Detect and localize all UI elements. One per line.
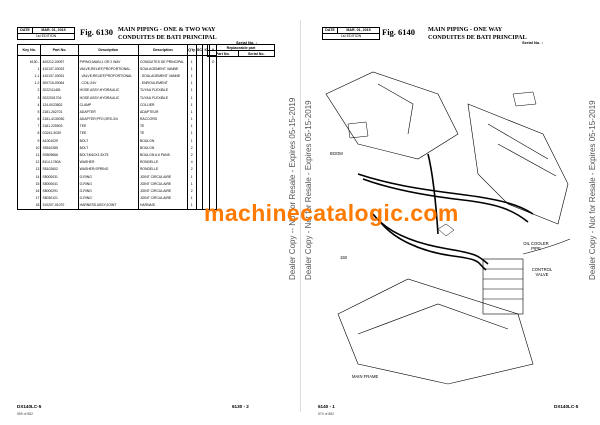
cell-part: 410137-00031 [41,72,78,79]
cell-qty: 4 [187,159,196,166]
cell-empty [196,87,203,94]
cell-part: S8030121 [41,195,78,202]
cell-qty: 1 [187,195,196,202]
cell-desc: WASHER [78,159,138,166]
cell-desc-fr: RACCORD [138,116,187,123]
cell-key: 1-2 [18,80,41,87]
col-sc: SC [196,45,203,56]
cell-desc: VALVE;RELIEF,PROPORTIONAL [78,65,138,72]
date-box [17,27,75,40]
col-key: Key No. [18,45,41,56]
cell-part: 410137-00023 [41,65,78,72]
table-row [18,65,217,72]
date-label-right: DATE [323,28,338,33]
cell-empty [203,101,210,108]
cell-key: 12 [18,159,41,166]
cell-empty [203,166,210,173]
table-row [18,101,217,108]
table-row [18,159,217,166]
table-row [18,166,217,173]
cell-empty [196,173,203,180]
cell-empty [203,116,210,123]
cell-flag [210,173,217,180]
cell-key: 1-1 [18,72,41,79]
cell-empty [203,187,210,194]
cell-key: 15 [18,180,41,187]
parts-body [18,56,217,210]
cell-part: S5102602 [41,166,78,173]
cell-part: 2181-262701 [41,108,78,115]
serial-label: Serial No. : [236,40,257,45]
table-row [18,195,217,202]
cell-desc-fr: BOULON [138,144,187,151]
cell-empty [203,144,210,151]
cell-part: 2022111481 [41,87,78,94]
cell-desc: O-RING [78,195,138,202]
cell-qty: 1 [187,180,196,187]
cell-desc-fr: JOINT CIRCULAIRE [138,180,187,187]
title-block [118,26,217,41]
table-row [18,137,217,144]
cell-desc: BOLT [78,144,138,151]
table-row [18,144,217,151]
cell-part: S8000031 [41,173,78,180]
cell-desc: ADAPTER [78,108,138,115]
cell-desc-fr: JOINT CIRCULAIRE [138,187,187,194]
cell-empty [196,144,203,151]
cell-empty [196,137,203,144]
footer-page: 6130 - 2 [232,404,249,409]
cell-empty [196,202,203,210]
replaceable-box [207,44,275,57]
cell-desc: ADAPTER;PFO,ORS-3/4 [78,116,138,123]
parts-table [17,44,217,210]
cell-key: 18 [18,202,41,210]
callout-150: 150 [340,255,347,260]
cell-flag [210,137,217,144]
cell-key: 7 [18,123,41,130]
cell-empty [203,173,210,180]
cell-flag [210,94,217,101]
edition-label: 1st EDITION [35,34,57,38]
cell-part: S5510285 [41,144,78,151]
cell-key: 1 [18,65,41,72]
cell-key: 16 [18,187,41,194]
cell-desc-fr: TUYAU FLEXIBLE [138,94,187,101]
col-part: Part No. [41,45,78,56]
footer-model: DX140LC-5 [17,404,42,409]
cell-qty: 1 [187,65,196,72]
main-frame-label: MAIN FRAME [352,374,379,379]
table-row [18,72,217,79]
title-en: MAIN PIPING - ONE & TWO WAY [118,26,216,33]
control-valve-body [483,259,523,314]
piping-diagram [318,64,580,390]
cell-qty: 1 [187,80,196,87]
title-fr-right: CONDUITES DE BATI PRINCIPAL [428,33,527,41]
cell-part: 2181-225903 [41,123,78,130]
cell-desc: O-RING [78,173,138,180]
table-row [18,173,217,180]
cell-qty: 2 [187,166,196,173]
cell-empty [196,108,203,115]
cell-part: S0509666 [41,151,78,158]
table-row [18,56,217,66]
col-qty: Q'ty [187,45,196,56]
cell-desc-fr: BOULON [138,137,187,144]
cell-part: S8000291 [41,187,78,194]
cell-desc-fr: RONDELLE [138,166,187,173]
table-row [18,180,217,187]
cell-desc: O-RING [78,187,138,194]
cell-empty [203,123,210,130]
cell-desc: TEE [78,130,138,137]
cell-desc: BOLT;M10X1.5X75 [78,151,138,158]
date-box-right [322,27,380,40]
cell-key: 9 [18,137,41,144]
cell-desc-fr: BOULON A 6 PANS [138,151,187,158]
title-block-right [428,26,527,41]
cell-desc-fr: COLLIER [138,101,187,108]
table-row [18,87,217,94]
cell-desc-fr: . SOULAGEMENT VANNE [138,72,187,79]
cell-flag [210,87,217,94]
table-row [18,130,217,137]
col-desc: Description [78,45,138,56]
cell-desc: . COIL;24V [78,80,138,87]
cell-empty [196,123,203,130]
cell-flag [210,116,217,123]
cell-desc-fr: CONDUITES DE PRINCIPAL [138,56,187,66]
cell-empty [196,65,203,72]
cell-qty: 1 [187,202,196,210]
cell-part: A1001029 [41,137,78,144]
footer-page-count: 559 of 882 [17,412,34,416]
cell-flag [210,123,217,130]
cell-desc-fr: ADAPTEUR [138,108,187,115]
cell-flag [210,80,217,87]
cell-qty: 2 [187,144,196,151]
cell-part: 300715-00064 [41,80,78,87]
boom-outline [326,72,458,159]
cell-desc-fr: TUYAU FLEXIBLE [138,87,187,94]
cell-empty [196,56,203,66]
edition-label-right: 1st EDITION [340,34,362,38]
fig-number-right: Fig. 6140 [382,27,416,37]
cell-empty [203,130,210,137]
vertical-watermark-right-edge: Dealer Copy - Not for Resale - Expires 05-15-2019 [588,100,597,280]
cell-part: 2181-4130030 [41,116,78,123]
watermark-banner: machinecatalogic.com [204,200,459,226]
oil-cooler-label: OIL COOLER PIPE [523,241,549,251]
cell-key: 11 [18,151,41,158]
cell-empty [196,195,203,202]
fig-number: Fig. 6130 [80,27,114,37]
cell-flag [210,65,217,72]
table-row [18,123,217,130]
table-row [18,94,217,101]
cell-qty: 1 [187,123,196,130]
cell-desc: O-RING [78,180,138,187]
cell-empty [203,108,210,115]
table-row [18,116,217,123]
cell-flag [210,180,217,187]
cell-qty: 1 [187,56,196,66]
cell-desc-fr: HARNAIS [138,202,187,210]
table-row [18,187,217,194]
boom-label: BOOM [330,151,343,156]
cell-qty: 1 [187,72,196,79]
cell-key: 10 [18,144,41,151]
cell-desc: TEE [78,123,138,130]
cell-desc: HARNESS ASSY;JOINT [78,202,138,210]
cell-empty [196,80,203,87]
vertical-watermark-left-edge: Dealer Copy - Not for Resale - Expires 05-15-2019 [304,100,313,280]
cell-empty [203,151,210,158]
cell-empty [203,65,210,72]
cell-key: 6 [18,116,41,123]
cell-key: 8 [18,130,41,137]
replaceable-label: Replaceable part [208,45,275,51]
cell-desc: BOLT [78,137,138,144]
date-value-right: MAR. 01, 2015 [346,28,371,32]
cell-desc: WASHER;SPRING [78,166,138,173]
cell-part: 2022001704 [41,94,78,101]
cell-part: S8000041 [41,180,78,187]
rep-serial-no: Serial No. [238,51,274,57]
cell-flag [210,130,217,137]
cell-qty: 1 [187,173,196,180]
cell-flag [210,144,217,151]
cell-key: 4 [18,101,41,108]
cell-desc: HOSE ASSY;HYDRAULIC [78,87,138,94]
cell-qty: 1 [187,108,196,115]
control-valve-label: CONTROL VALVE [531,267,553,277]
cell-empty [196,101,203,108]
cell-qty: 1 [187,94,196,101]
cell-empty [196,187,203,194]
cell-empty [203,137,210,144]
rep-part-no: Part No. [208,51,239,57]
cell-empty [203,94,210,101]
cell-empty [203,159,210,166]
cell-key: 14 [18,173,41,180]
cell-desc: PIPING;MAIN,1 OR 2 WAY [78,56,138,66]
cell-qty: 1 [187,116,196,123]
cell-empty [196,151,203,158]
cell-empty [196,116,203,123]
table-row [18,108,217,115]
footer-page-right: 6140 - 1 [318,404,335,409]
col-a: A [210,45,217,56]
cell-empty [203,180,210,187]
cell-empty [203,72,210,79]
cell-desc-fr: TE [138,130,187,137]
date-value: MAR. 01, 2015 [41,28,66,32]
cell-desc: CLAMP [78,101,138,108]
serial-label-right: Serial No. : [522,40,543,45]
cell-part: 310207-01070 [41,202,78,210]
table-row [18,202,217,210]
cell-desc: HOSE ASSY;HYDRAULIC [78,94,138,101]
cell-desc-fr: . ENROULEMENT [138,80,187,87]
title-en-right: MAIN PIPING - ONE WAY [428,26,503,33]
cell-qty: 1 [187,87,196,94]
cell-qty: 2 [187,151,196,158]
cell-qty: 1 [187,101,196,108]
cell-key: 3 [18,94,41,101]
main-frame-outline [338,279,533,384]
cell-desc-fr: RONDELLE [138,159,187,166]
cell-empty [196,180,203,187]
cell-empty [203,87,210,94]
cell-part: D3241-5020 [41,130,78,137]
cell-flag [210,108,217,115]
cell-qty: 1 [187,137,196,144]
col-ic: IC [203,45,210,56]
cell-flag: O [210,56,217,66]
cell-desc-fr: JOINT CIRCULAIRE [138,173,187,180]
table-row [18,80,217,87]
cell-part: 124-0023802 [41,101,78,108]
cell-empty [196,72,203,79]
col-desc-fr: Description [138,45,187,56]
vertical-watermark: Dealer Copy -- Not for Resale - Expires 05-15-2019 [288,97,297,280]
cell-empty [196,130,203,137]
cell-part: 8114-1760A [41,159,78,166]
date-label: DATE [18,28,33,33]
cell-desc-fr: JOINT CIRCULAIRE [138,195,187,202]
cell-flag [210,72,217,79]
boom-inner [378,84,413,134]
table-header-row [18,45,217,56]
cell-key: 6130 - [18,56,41,66]
table-row [18,151,217,158]
cell-empty [196,166,203,173]
footer-page-count-right: 570 of 882 [318,412,335,416]
cell-key: 5 [18,108,41,115]
cell-flag [210,101,217,108]
cell-qty: 2 [187,187,196,194]
cell-empty [203,80,210,87]
cell-desc: . VALVE;RELIEF,PROPORTIONAL [78,72,138,79]
cell-flag [210,166,217,173]
cell-key: 17 [18,195,41,202]
cell-flag [210,159,217,166]
cell-key: 13 [18,166,41,173]
cell-desc-fr: TE [138,123,187,130]
cell-key: 2 [18,87,41,94]
cell-qty: 1 [187,130,196,137]
footer-model-right: DX140LC-5 [554,404,579,409]
cell-empty [196,159,203,166]
title-fr: CONDUITES DE BATI PRINCIPAL [118,33,217,41]
cell-flag [210,187,217,194]
cell-flag [210,151,217,158]
cell-empty [196,94,203,101]
cell-desc-fr: SOULAGEMENT VANNE [138,65,187,72]
cell-part: 400212-00097 [41,56,78,66]
